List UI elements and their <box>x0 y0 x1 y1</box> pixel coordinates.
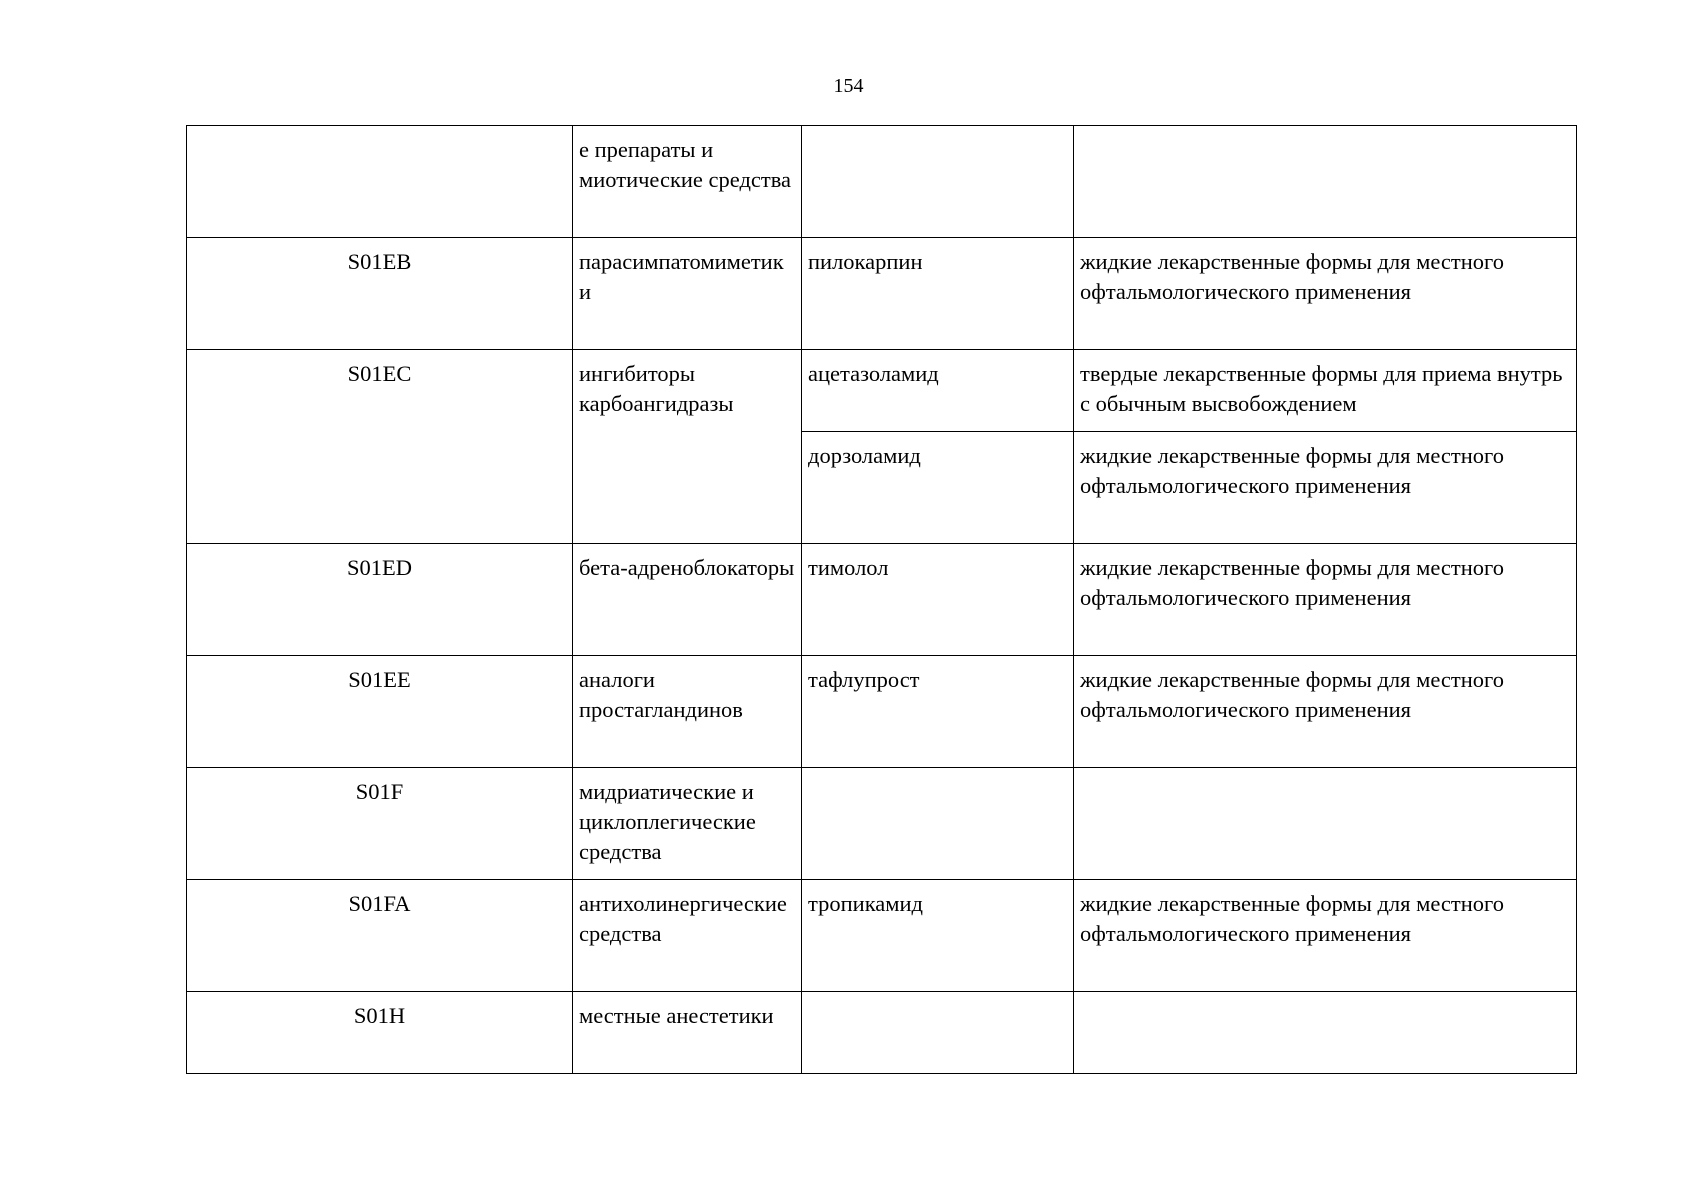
drug-cell: пилокарпин <box>802 238 1074 350</box>
table-row <box>187 768 1577 880</box>
drug-cell: тимолол <box>802 544 1074 656</box>
group-cell: бета-адреноблокаторы <box>573 544 802 656</box>
drug-cell <box>802 126 1074 238</box>
atc-code-cell: S01F <box>187 768 573 880</box>
table-row <box>187 992 1577 1074</box>
atc-code-cell <box>187 126 573 238</box>
drug-table <box>186 125 1577 1074</box>
dosage-form-cell <box>1074 768 1577 880</box>
dosage-form-cell <box>1074 992 1577 1074</box>
group-cell: парасимпатомиметики <box>573 238 802 350</box>
atc-code-cell: S01FA <box>187 880 573 992</box>
dosage-form-cell: жидкие лекарственные формы для местного офтальмологического применения <box>1074 880 1577 992</box>
table-row <box>187 880 1577 992</box>
group-cell: мидриатические и циклоплегические средства <box>573 768 802 880</box>
drug-cell: дорзоламид <box>802 432 1074 544</box>
drug-cell: ацетазоламид <box>802 350 1074 432</box>
atc-code-cell: S01H <box>187 992 573 1074</box>
dosage-form-cell: жидкие лекарственные формы для местного офтальмологического применения <box>1074 656 1577 768</box>
group-cell: е препараты и миотические средства <box>573 126 802 238</box>
table-row <box>187 126 1577 238</box>
page-number: 154 <box>833 75 864 97</box>
dosage-form-cell: твердые лекарственные формы для приема внутрь с обычным высвобождением <box>1074 350 1577 432</box>
atc-code-cell: S01EC <box>187 350 573 544</box>
table-row <box>187 350 1577 432</box>
atc-code-cell: S01ED <box>187 544 573 656</box>
group-cell: антихолинергические средства <box>573 880 802 992</box>
atc-code-cell: S01EE <box>187 656 573 768</box>
group-cell: аналоги простагландинов <box>573 656 802 768</box>
group-cell: местные анестетики <box>573 992 802 1074</box>
drug-cell <box>802 992 1074 1074</box>
group-cell: ингибиторы карбоангидразы <box>573 350 802 544</box>
dosage-form-cell <box>1074 126 1577 238</box>
dosage-form-cell: жидкие лекарственные формы для местного офтальмологического применения <box>1074 432 1577 544</box>
drug-cell <box>802 768 1074 880</box>
dosage-form-cell: жидкие лекарственные формы для местного офтальмологического применения <box>1074 238 1577 350</box>
table-row <box>187 544 1577 656</box>
dosage-form-cell: жидкие лекарственные формы для местного офтальмологического применения <box>1074 544 1577 656</box>
drug-cell: тафлупрост <box>802 656 1074 768</box>
table-row <box>187 238 1577 350</box>
drug-cell: тропикамид <box>802 880 1074 992</box>
atc-code-cell: S01EB <box>187 238 573 350</box>
table-row <box>187 656 1577 768</box>
